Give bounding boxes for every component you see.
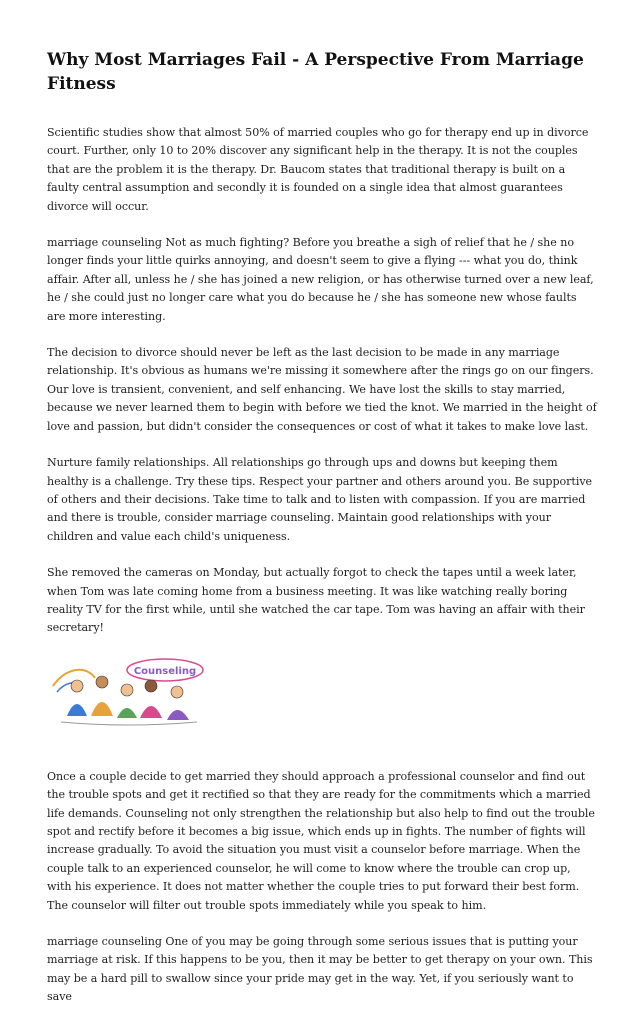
paragraph-7: marriage counseling One of you may be going through some serious issues that is putting your marriage at risk. If this happens to be you, then it may be better to get therapy on your own. This may be a hard pill to swallow since your pride may get in the way. Yet, if you seriously want to save — [47, 935, 593, 1004]
paragraph-3: The decision to divorce should never be left as the last decision to be made in any marriage relationship. It's obvious as humans we're missing it somewhere after the rings go on our fingers. Our love is transient, convenient, and self enhancing. We have lost the skills to stay married, because we never learned them to begin with before we tied the knot. We married in the height of love and passion, but didn't consider the consequences or cost of what it takes to make love last. — [47, 346, 597, 433]
document-page — [47, 48, 597, 1025]
paragraph-6: Once a couple decide to get married they should approach a professional counselor and find out the trouble spots and get it rectified so that they are ready for the commitments which a married life demands. Counseling not only strengthen the relationship but also help to find out the trouble spot and rectify before it becomes a big issue, which ends up in fights. The number of fights will increase gradually. To avoid the situation you must visit a counselor before marriage. When the couple talk to an experienced counselor, he will come to know where the trouble can crop up, with his experience. It does not matter whether the couple tries to put forward their best form. The counselor will filter out trouble spots immediately while you speak to him. — [47, 769, 595, 912]
counseling-illustration — [47, 656, 207, 730]
paragraph-2: marriage counseling Not as much fighting? Before you breathe a sigh of relief that he / she no longer finds your little quirks annoying, and doesn't seem to give a flying --- what you do, think affair. After all, unless he / she has joined a new religion, or has otherwise turned over a new leaf, he / she could just no longer care what you do because he / she has someone new whose faults are more interesting. — [47, 236, 594, 323]
document-title: Why Most Marriages Fail - A Perspective From Marriage Fitness — [47, 50, 584, 94]
paragraph-1: Scientific studies show that almost 50% of married couples who go for therapy end up in divorce court. Further, only 10 to 20% discover any significant help in the therapy. It is not the couples that are the problem it is the therapy. Dr. Baucom states that traditional therapy is built on a faulty central assumption and secondly it is founded on a single idea that almost guarantees divorce will occur. — [47, 126, 589, 213]
figure-label: Counseling — [133, 665, 197, 677]
counseling-clipart-icon — [47, 656, 207, 730]
paragraph-4: Nurture family relationships. All relationships go through ups and downs but keeping them healthy is a challenge. Try these tips. Respect your partner and others around you. Be supportive of others and their decisions. Take time to talk and to listen with compassion. If you are married and there is trouble, consider marriage counseling. Maintain good relationships with your children and value each child's uniqueness. — [47, 456, 593, 543]
paragraph-5: She removed the cameras on Monday, but actually forgot to check the tapes until a week later, when Tom was late coming home from a business meeting. It was like watching really boring reality TV for the first while, until she watched the car tape. Tom was having an affair with their secretary! — [47, 566, 585, 635]
